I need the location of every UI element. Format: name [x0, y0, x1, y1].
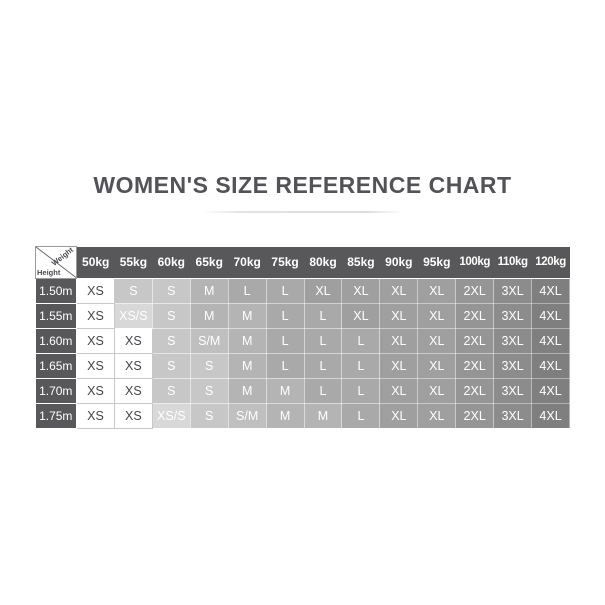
height-row-header: 1.60m	[36, 328, 77, 353]
size-cell: XL	[380, 328, 418, 353]
size-cell: XL	[380, 353, 418, 378]
size-cell: XS	[77, 328, 115, 353]
size-cell: XL	[418, 403, 456, 428]
size-cell: 4XL	[532, 403, 570, 428]
size-cell: L	[304, 378, 342, 403]
size-cell: L	[304, 353, 342, 378]
size-cell: M	[304, 403, 342, 428]
weight-header-row	[36, 247, 570, 279]
size-cell: L	[266, 328, 304, 353]
size-cell: XS	[77, 353, 115, 378]
size-cell: S	[152, 353, 190, 378]
size-cell: S	[190, 378, 228, 403]
size-cell: 2XL	[456, 328, 494, 353]
weight-header-cell: 95kg	[418, 247, 456, 279]
weight-header-cell: 100kg	[456, 247, 494, 279]
size-cell: 4XL	[532, 353, 570, 378]
table-row	[36, 303, 570, 328]
size-cell: L	[304, 303, 342, 328]
size-cell: L	[342, 403, 380, 428]
size-cell: XS	[77, 278, 115, 303]
size-cell: S	[190, 403, 228, 428]
size-cell: M	[228, 378, 266, 403]
size-cell: 2XL	[456, 303, 494, 328]
size-cell: XL	[418, 303, 456, 328]
height-row-header: 1.55m	[36, 303, 77, 328]
size-cell: L	[266, 278, 304, 303]
size-cell: L	[228, 278, 266, 303]
size-cell: S	[152, 378, 190, 403]
size-cell: 3XL	[494, 378, 532, 403]
size-cell: 2XL	[456, 378, 494, 403]
size-cell: L	[342, 378, 380, 403]
size-cell: XS	[77, 378, 115, 403]
corner-cell	[36, 247, 77, 279]
size-cell: S	[152, 328, 190, 353]
size-cell: S/M	[228, 403, 266, 428]
table-row	[36, 353, 570, 378]
size-cell: XL	[380, 378, 418, 403]
page-title: WOMEN'S SIZE REFERENCE CHART	[93, 172, 512, 198]
title-divider	[203, 211, 403, 213]
size-cell: 3XL	[494, 353, 532, 378]
size-chart-body	[36, 278, 570, 428]
size-chart-table	[35, 246, 570, 429]
height-row-header: 1.50m	[36, 278, 77, 303]
size-cell: L	[304, 328, 342, 353]
size-cell: M	[228, 328, 266, 353]
table-row	[36, 278, 570, 303]
size-cell: XL	[380, 278, 418, 303]
table-row	[36, 328, 570, 353]
size-cell: XS	[114, 378, 152, 403]
size-cell: L	[342, 328, 380, 353]
size-cell: XS/S	[114, 303, 152, 328]
size-cell: XL	[418, 278, 456, 303]
table-row	[36, 378, 570, 403]
size-cell: XL	[304, 278, 342, 303]
size-cell: L	[266, 353, 304, 378]
size-cell: XL	[342, 278, 380, 303]
size-cell: 3XL	[494, 303, 532, 328]
size-cell: S	[152, 303, 190, 328]
size-cell: XS	[114, 403, 152, 428]
weight-header-cell: 90kg	[380, 247, 418, 279]
size-cell: S	[190, 353, 228, 378]
size-cell: S	[114, 278, 152, 303]
size-cell: XL	[418, 378, 456, 403]
size-cell: XL	[418, 353, 456, 378]
size-cell: M	[266, 403, 304, 428]
size-cell: M	[190, 303, 228, 328]
size-cell: M	[266, 378, 304, 403]
size-cell: XL	[418, 328, 456, 353]
size-cell: 2XL	[456, 353, 494, 378]
weight-header-cell: 60kg	[152, 247, 190, 279]
weight-header-cell: 85kg	[342, 247, 380, 279]
size-cell: L	[266, 303, 304, 328]
size-cell: 3XL	[494, 328, 532, 353]
size-cell: S	[152, 278, 190, 303]
size-cell: 4XL	[532, 278, 570, 303]
size-cell: XS	[114, 353, 152, 378]
size-cell: 2XL	[456, 403, 494, 428]
size-cell: 4XL	[532, 328, 570, 353]
weight-header-cell: 120kg	[532, 247, 570, 279]
weight-header-cell: 50kg	[77, 247, 115, 279]
table-row	[36, 403, 570, 428]
size-chart	[35, 246, 570, 429]
size-cell: XS	[114, 328, 152, 353]
size-cell: 4XL	[532, 303, 570, 328]
height-row-header: 1.65m	[36, 353, 77, 378]
size-cell: M	[228, 303, 266, 328]
height-axis-label: Height	[37, 267, 61, 277]
size-cell: 4XL	[532, 378, 570, 403]
size-cell: 2XL	[456, 278, 494, 303]
height-row-header: 1.75m	[36, 403, 77, 428]
size-cell: XS/S	[152, 403, 190, 428]
size-cell: XS	[77, 403, 115, 428]
size-cell: M	[190, 278, 228, 303]
size-cell: XL	[380, 303, 418, 328]
weight-header-cell: 110kg	[494, 247, 532, 279]
size-cell: L	[342, 353, 380, 378]
size-cell: XS	[77, 303, 115, 328]
weight-header-cell: 70kg	[228, 247, 266, 279]
size-cell: XL	[380, 403, 418, 428]
weight-header-cell: 80kg	[304, 247, 342, 279]
size-cell: 3XL	[494, 278, 532, 303]
weight-header-cell: 65kg	[190, 247, 228, 279]
size-cell: 3XL	[494, 403, 532, 428]
weight-axis-label: Weight	[50, 245, 76, 268]
height-row-header: 1.70m	[36, 378, 77, 403]
size-cell: XL	[342, 303, 380, 328]
weight-header-cell: 55kg	[114, 247, 152, 279]
size-cell: S/M	[190, 328, 228, 353]
size-cell: M	[228, 353, 266, 378]
weight-header-cell: 75kg	[266, 247, 304, 279]
